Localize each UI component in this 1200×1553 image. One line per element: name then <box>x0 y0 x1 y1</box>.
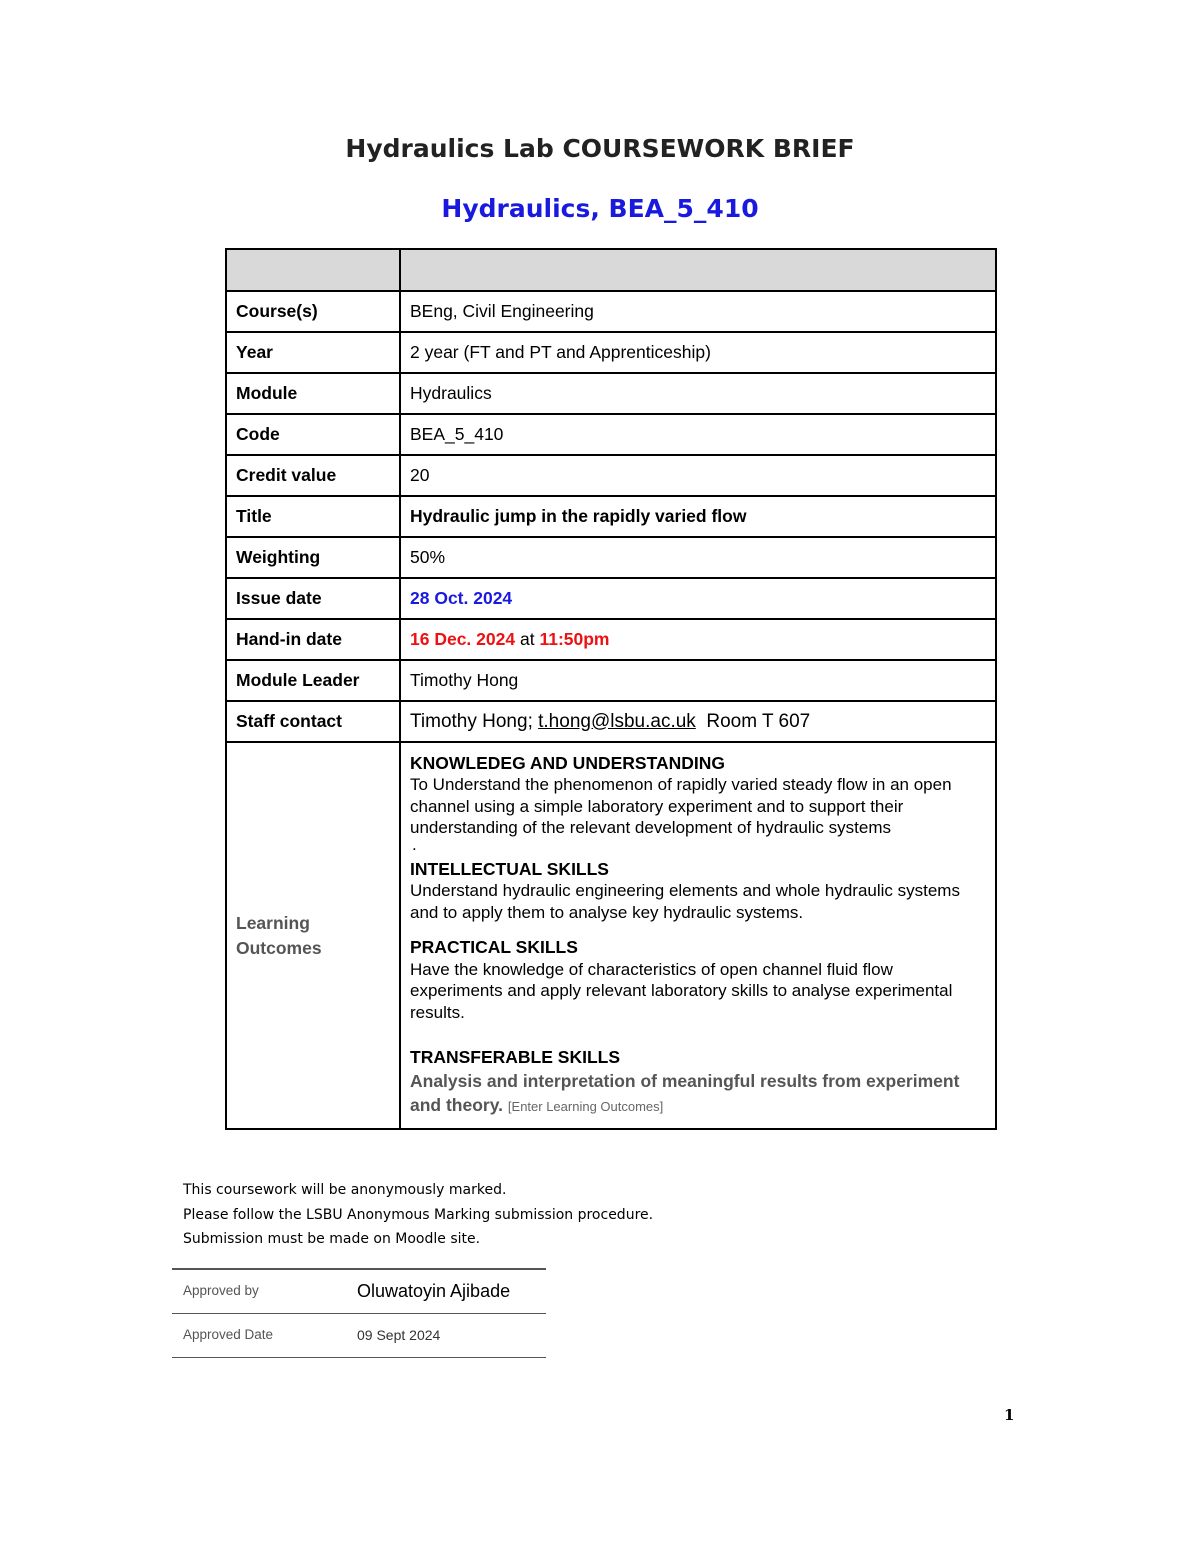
knowledge-trailing: . <box>412 834 417 854</box>
approved-date-label: Approved Date <box>183 1327 274 1342</box>
hand-in-connector: at <box>519 629 535 649</box>
table-row <box>226 496 996 537</box>
knowledge-heading: KNOWLEDEG AND UNDERSTANDING <box>410 752 725 773</box>
staff-email-link[interactable]: t.hong@lsbu.ac.uk <box>538 710 696 732</box>
header-cell-left <box>226 249 400 291</box>
credit-value: 20 <box>400 455 996 496</box>
table-row <box>226 414 996 455</box>
approval-table <box>172 1268 546 1358</box>
learning-outcomes-content <box>400 742 996 1129</box>
credit-value-label: Credit value <box>226 455 400 496</box>
table-row <box>226 619 996 660</box>
table-row <box>226 701 996 742</box>
submission-notes <box>183 1178 653 1252</box>
header-cell-right <box>400 249 996 291</box>
coursework-table <box>225 248 997 1130</box>
knowledge-body: To Understand the phenomenon of rapidly varied steady flow in an open channel using a simple laboratory experiment and to support their understanding of the relevant development of hydraulic systems <box>410 775 952 837</box>
transferable-heading: TRANSFERABLE SKILLS <box>410 1047 620 1067</box>
hand-in-time: 11:50pm <box>539 629 610 649</box>
approved-date-row <box>172 1314 546 1358</box>
intellectual-section <box>410 859 986 924</box>
staff-name: Timothy Hong; <box>410 710 533 732</box>
staff-room: Room T 607 <box>706 710 811 732</box>
year-label: Year <box>226 332 400 373</box>
hand-in-date-value <box>400 619 996 660</box>
learning-outcomes-label-line1: Learning <box>236 912 310 933</box>
code-value: BEA_5_410 <box>400 414 996 455</box>
transferable-section <box>410 1047 986 1119</box>
learning-outcomes-label-line2: Outcomes <box>236 937 322 958</box>
title-value: Hydraulic jump in the rapidly varied flow <box>400 496 996 537</box>
practical-section <box>410 937 986 1023</box>
hand-in-date: 16 Dec. 2024 <box>410 629 516 649</box>
practical-heading: PRACTICAL SKILLS <box>410 937 578 957</box>
knowledge-section <box>410 752 986 854</box>
learning-outcomes-label <box>226 742 400 1129</box>
year-value: 2 year (FT and PT and Apprenticeship) <box>400 332 996 373</box>
table-header-row <box>226 249 996 291</box>
page-number: 1 <box>1004 1406 1015 1424</box>
intellectual-body: Understand hydraulic engineering elements and whole hydraulic systems and to apply them to analyse key hydraulic systems. <box>410 881 960 922</box>
learning-outcomes-row <box>226 742 996 1129</box>
table-row <box>226 291 996 332</box>
approved-by-row <box>172 1270 546 1314</box>
practical-body: Have the knowledge of characteristics of open channel fluid flow experiments and apply relevant laboratory skills to analyse experimental results. <box>410 959 953 1022</box>
table-row <box>226 332 996 373</box>
weighting-value: 50% <box>400 537 996 578</box>
hand-in-date-label: Hand-in date <box>226 619 400 660</box>
approved-by-value: Oluwatoyin Ajibade <box>357 1281 511 1301</box>
note-procedure: Please follow the LSBU Anonymous Marking submission procedure. <box>183 1206 654 1223</box>
note-moodle: Submission must be made on Moodle site. <box>183 1231 481 1247</box>
module-value: Hydraulics <box>400 373 996 414</box>
table-row <box>226 373 996 414</box>
transferable-body: Analysis and interpretation of meaningful results from experiment and theory. <box>410 1070 960 1115</box>
table-row <box>226 660 996 701</box>
transferable-body-wrap <box>410 1069 986 1119</box>
learning-outcomes-placeholder: [Enter Learning Outcomes] <box>507 1098 664 1114</box>
module-leader-value: Timothy Hong <box>400 660 996 701</box>
course-value: BEng, Civil Engineering <box>400 291 996 332</box>
module-label: Module <box>226 373 400 414</box>
approved-by-label: Approved by <box>183 1283 259 1298</box>
table-row <box>226 537 996 578</box>
page-title: Hydraulics Lab COURSEWORK BRIEF <box>345 134 855 163</box>
staff-contact-value <box>400 701 996 742</box>
code-label: Code <box>226 414 400 455</box>
staff-contact-label: Staff contact <box>226 701 400 742</box>
issue-date-value: 28 Oct. 2024 <box>400 578 996 619</box>
note-anonymous: This coursework will be anonymously marked. <box>183 1182 507 1198</box>
page-subtitle: Hydraulics, BEA_5_410 <box>441 194 759 223</box>
issue-date-label: Issue date <box>226 578 400 619</box>
title-label: Title <box>226 496 400 537</box>
intellectual-heading: INTELLECTUAL SKILLS <box>410 858 609 879</box>
table-row <box>226 455 996 496</box>
table-row <box>226 578 996 619</box>
weighting-label: Weighting <box>226 537 400 578</box>
module-leader-label: Module Leader <box>226 660 400 701</box>
course-label: Course(s) <box>226 291 400 332</box>
approved-date-value: 09 Sept 2024 <box>357 1327 441 1343</box>
